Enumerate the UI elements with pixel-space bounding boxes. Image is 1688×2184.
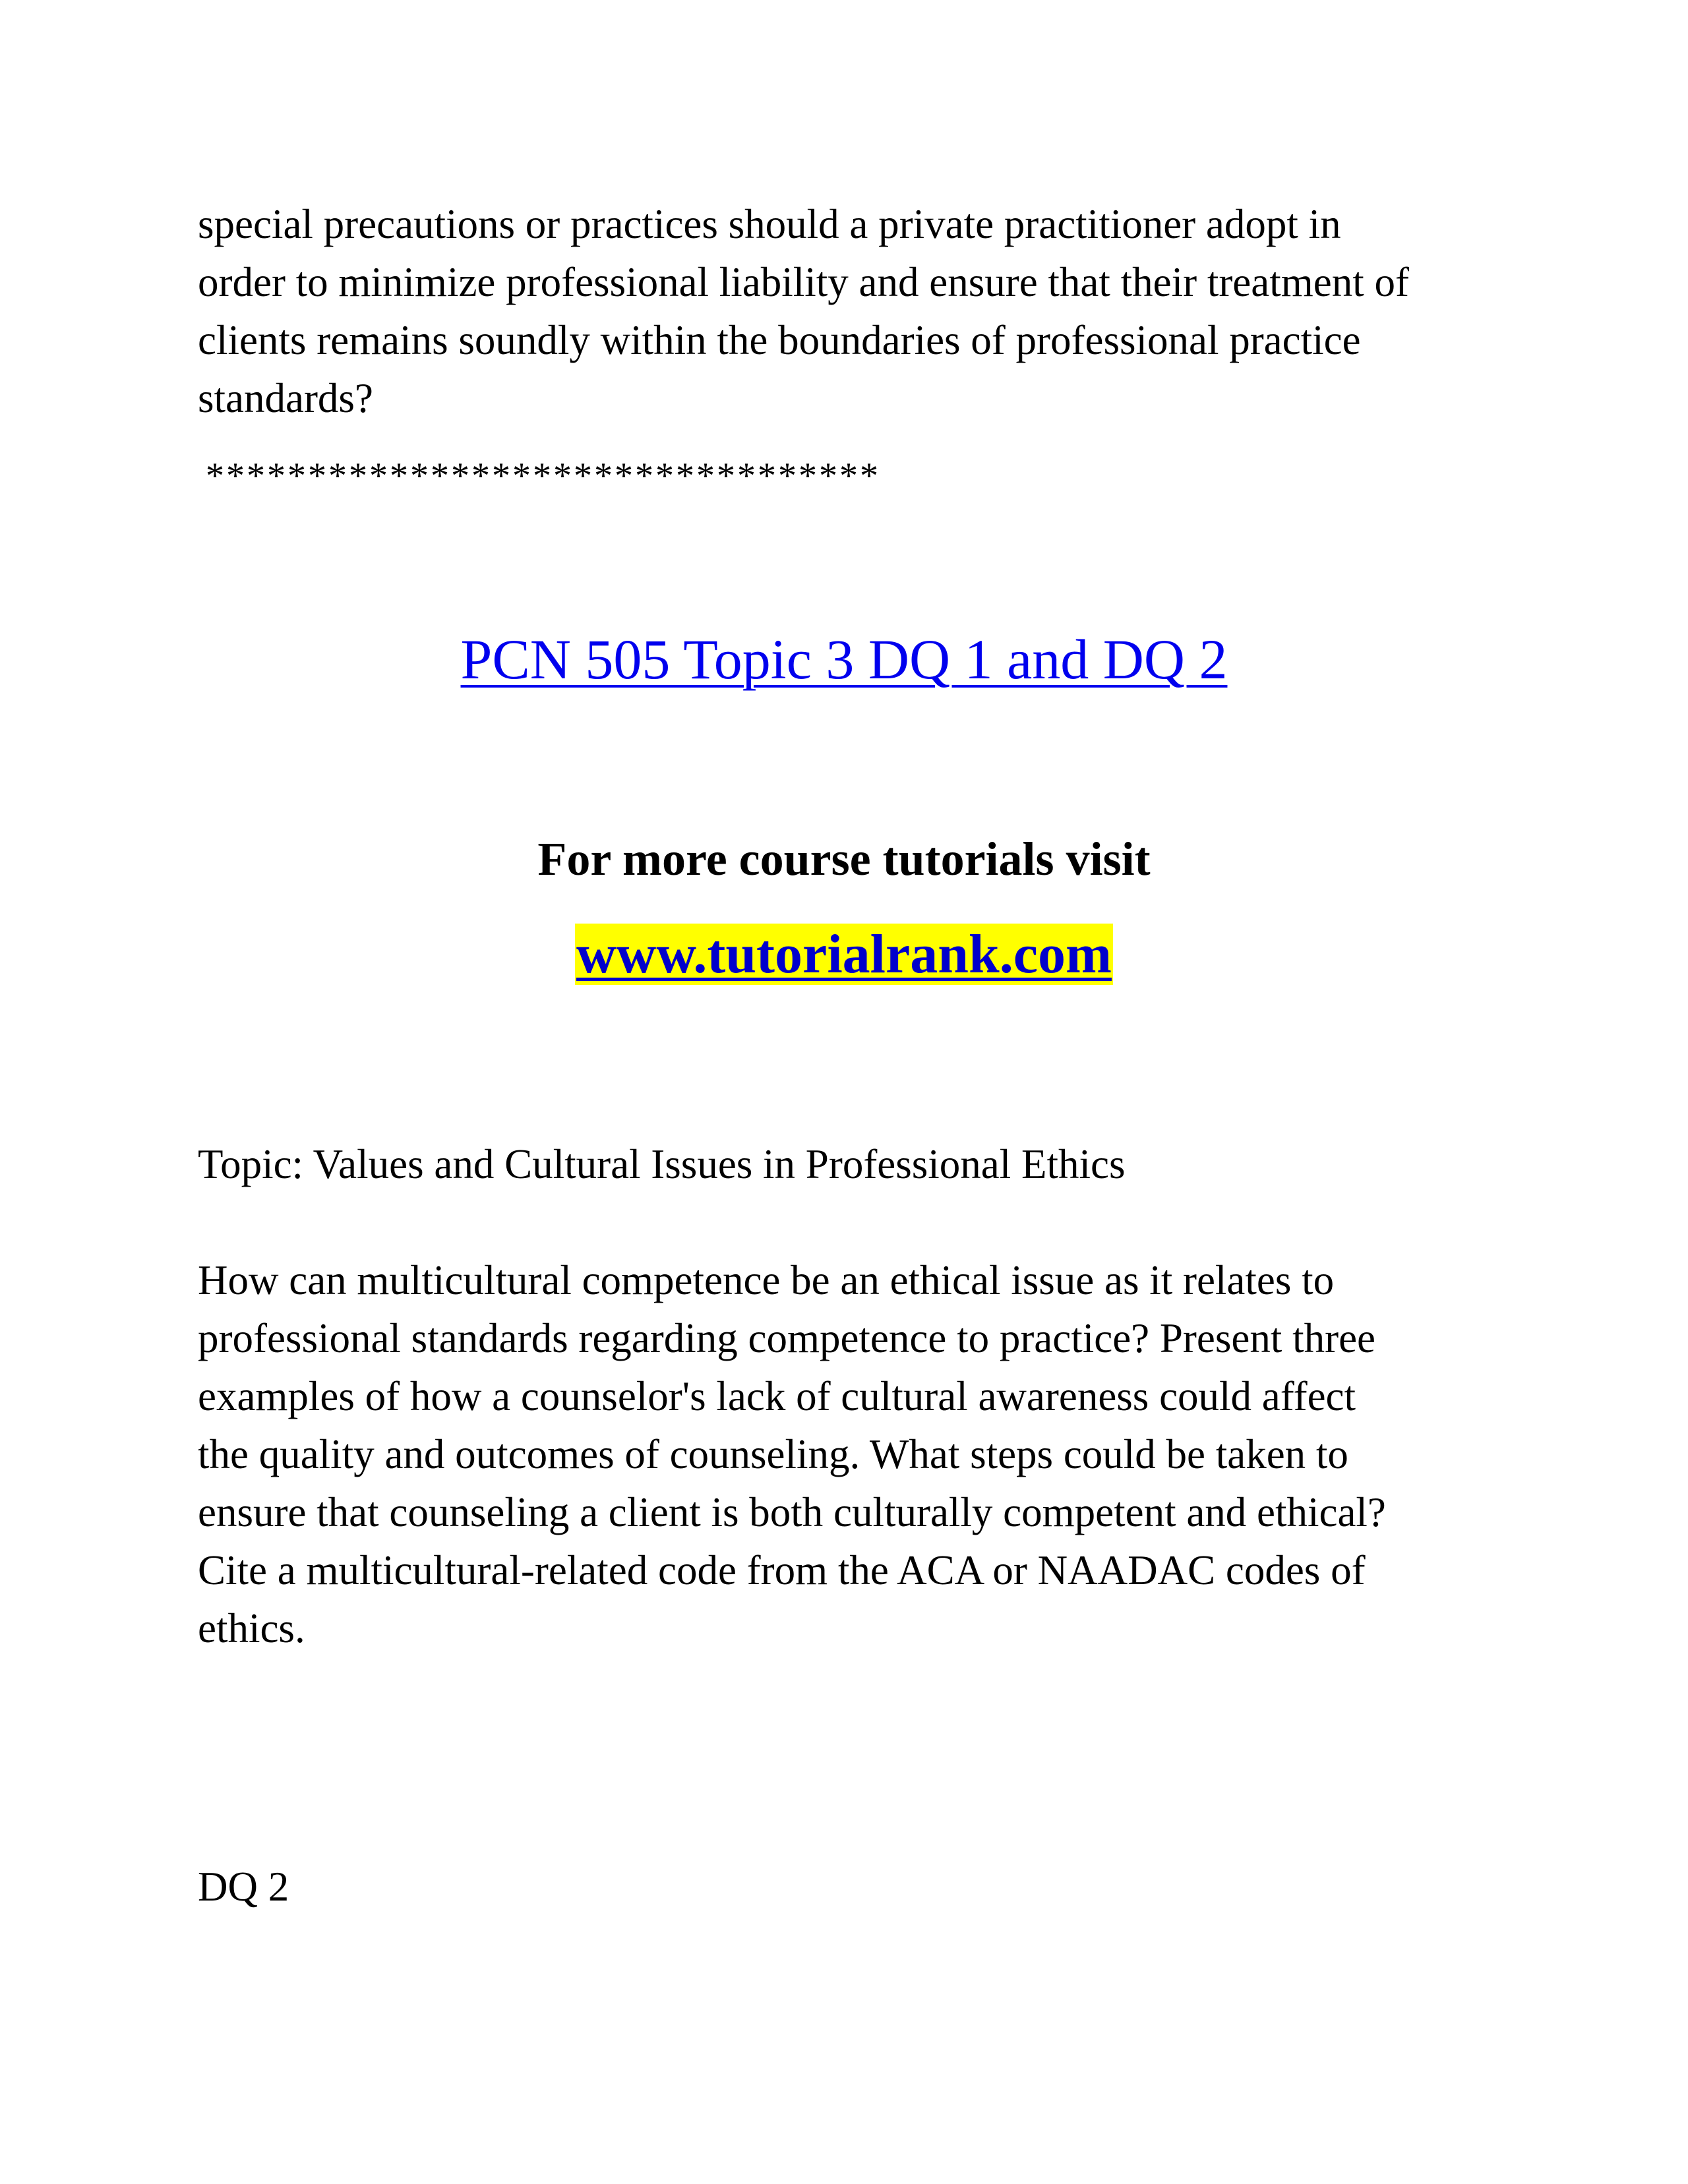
question-line: professional standards regarding competence to practice? Present three [198,1315,1375,1361]
question-line: the quality and outcomes of counseling. What steps could be taken to [198,1431,1348,1477]
dq2-text: DQ 2 [198,1864,289,1910]
question-line: How can multicultural competence be an ethical issue as it relates to [198,1257,1335,1303]
question-line: ethics. [198,1605,305,1651]
topic-text: Topic: Values and Cultural Issues in Professional Ethics [198,1141,1126,1187]
intro-line: order to minimize professional liability and ensure that their treatment of [198,259,1409,305]
question-line: Cite a multicultural-related code from the ACA or NAADAC codes of [198,1547,1366,1593]
dq2-heading [198,1858,1517,1916]
intro-line: special precautions or practices should a private practitioner adopt in [198,201,1341,247]
promo-text: For more course tutorials visit [537,833,1151,885]
separator-stars: ********************************* [206,456,880,496]
course-title-link[interactable]: PCN 505 Topic 3 DQ 1 and DQ 2 [460,628,1228,691]
question-line: examples of how a counselor's lack of cultural awareness could affect [198,1373,1356,1419]
intro-line: standards? [198,375,373,421]
intro-line: clients remains soundly within the boundaries of professional practice [198,317,1361,363]
question-line: ensure that counseling a client is both culturally competent and ethical? [198,1489,1386,1535]
question-paragraph [198,1251,1517,1657]
course-title [0,626,1688,692]
website [0,922,1688,988]
website-link[interactable]: www.tutorialrank.com [576,924,1112,985]
topic-line [198,1135,1517,1193]
intro-paragraph [198,195,1517,427]
